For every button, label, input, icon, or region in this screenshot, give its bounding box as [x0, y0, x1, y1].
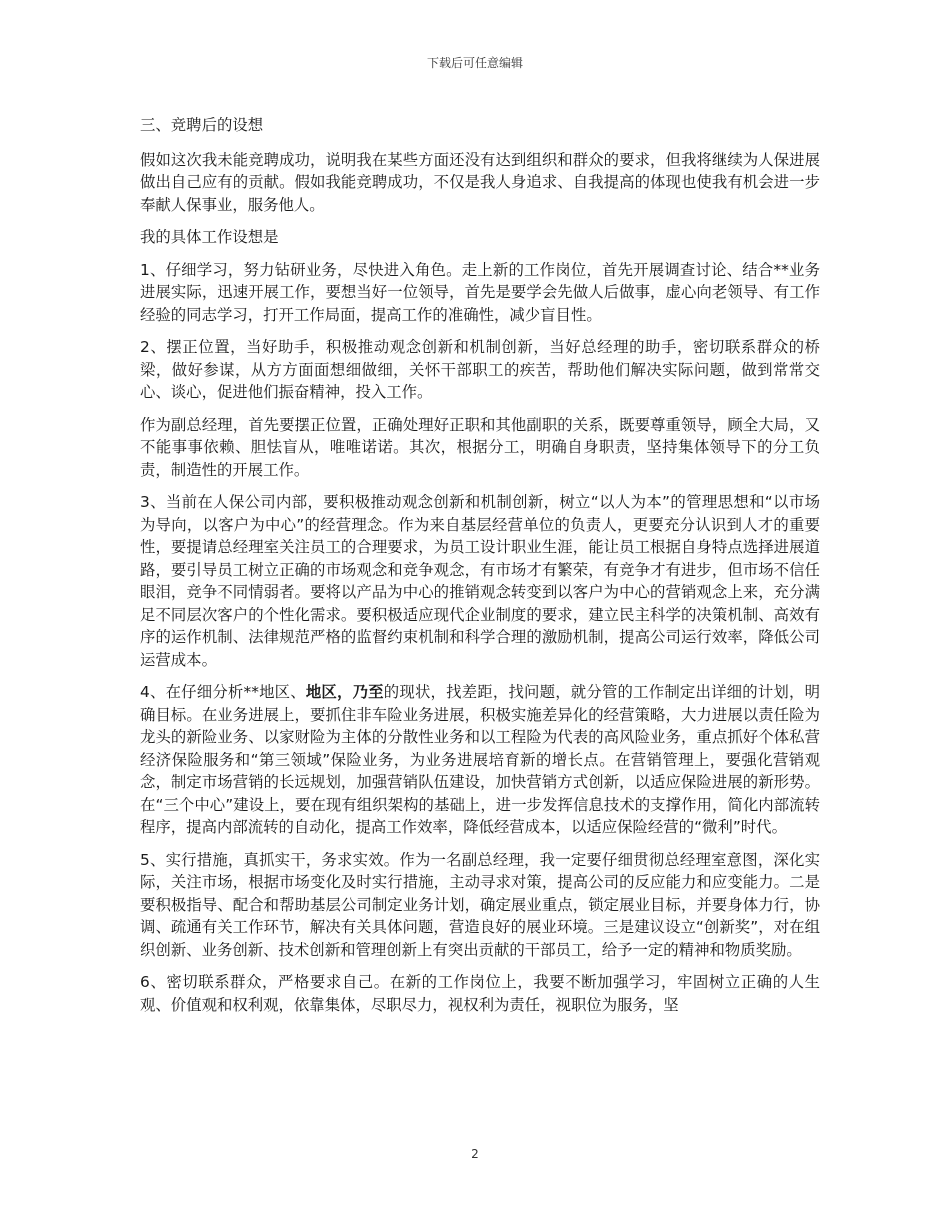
section-heading: 三、竞聘后的设想: [140, 116, 264, 134]
paragraph-7-suffix: 的现状，找差距，找问题，就分管的工作制定出详细的计划，明确目标。在业务进展上，要抓住非车险业务进展，积极实施差异化的经营策略，大力进展以责任险为龙头的新险业务、以家财险为主体的分散性业务和以工程险为代表的高风险业务，重点抓好个体私营经济保险服务和“第三领域”保险业务，为业务进展培育新的增长点。在营销管理上，要强化营销观念，制定市场营销的长远规划，加强营销队伍建设，加快营销方式创新，以适应保险进展的新形势。在“三个中心”建设上，要在现有组织架构的基础上，进一步发挥信息技术的支撑作用，简化内部流转程序，提高内部流转的自动化，提高工作效率，降低经营成本，以适应保险经营的“微利”时代。: [140, 683, 820, 836]
paragraph-2: 我的具体工作设想是: [140, 228, 279, 246]
paragraph-3: 1、仔细学习，努力钻研业务，尽快进入角色。走上新的工作岗位，首先开展调查讨论、结合**业务进展实际，迅速开展工作，要想当好一位领导，首先是要学会先做人后做事，虚心向老领导、有工作经验的同志学习，打开工作局面，提高工作的准确性，减少盲目性。: [140, 260, 820, 324]
paragraph-8: 5、实行措施，真抓实干，务求实效。作为一名副总经理，我一定要仔细贯彻总经理室意图，深化实际，关注市场，根据市场变化及时实行措施，主动寻求对策，提高公司的反应能力和应变能力。二是要积极指导、配合和帮助基层公司制定业务计划，确定展业重点，锁定展业目标，并要身体力行，协调、疏通有关工作环节，解决有关具体问题，营造良好的展业环境。三是建议设立“创新奖”，对在组织创新、业务创新、技术创新和管理创新上有突出贡献的干部员工，给予一定的精神和物质奖励。: [140, 850, 820, 959]
paragraph-1: 假如这次我未能竞聘成功，说明我在某些方面还没有达到组织和群众的要求，但我将继续为人保进展做出自己应有的贡献。假如我能竞聘成功，不仅是我人身追求、自我提高的体现也使我有机会进一步奉献人保事业，服务他人。: [140, 150, 820, 214]
paragraph-7-bold: 地区，乃至: [305, 683, 384, 701]
page-header: 下载后可任意编辑: [426, 56, 523, 70]
document-body: [140, 114, 820, 1026]
paragraph-9: 6、密切联系群众，严格要求自己。在新的工作岗位上，我要不断加强学习，牢固树立正确的人生观、价值观和权利观，依靠集体，尽职尽力，视权利为责任，视职位为服务，坚: [140, 973, 820, 1014]
paragraph-5: 作为副总经理，首先要摆正位置，正确处理好正职和其他副职的关系，既要尊重领导，顾全大局，又不能事事依赖、胆怯盲从，唯唯诺诺。其次，根据分工，明确自身职责，坚持集体领导下的分工负责，制造性的开展工作。: [140, 415, 820, 479]
paragraph-4: 2、摆正位置，当好助手，积极推动观念创新和机制创新，当好总经理的助手，密切联系群众的桥梁，做好参谋，从方方面面想细做细，关怀干部职工的疾苦，帮助他们解决实际问题，做到常常交心、谈心，促进他们振奋精神，投入工作。: [140, 338, 820, 401]
page-number: 2: [471, 1147, 479, 1161]
paragraph-7-prefix: 4、在仔细分析**地区、: [140, 683, 306, 701]
paragraph-7: [140, 681, 820, 839]
paragraph-6: 3、当前在人保公司内部，要积极推动观念创新和机制创新，树立“以人为本”的管理思想和“以市场为导向，以客户为中心”的经营理念。作为来自基层经营单位的负责人，更要充分认识到人才的重要性，要提请总经理室关注员工的合理要求，为员工设计职业生涯，能让员工根据自身特点选择进展道路，要引导员工树立正确的市场观念和竞争观念，有市场才有繁荣，有竞争才有进步，但市场不信任眼泪，竞争不同情弱者。要将以产品为中心的推销观念转变到以客户为中心的营销观念上来，充分满足不同层次客户的个性化需求。要积极适应现代企业制度的要求，建立民主科学的决策机制、高效有序的运作机制、法律规范严格的监督约束机制和科学合理的激励机制，提高公司运行效率，降低公司运营成本。: [140, 493, 820, 669]
